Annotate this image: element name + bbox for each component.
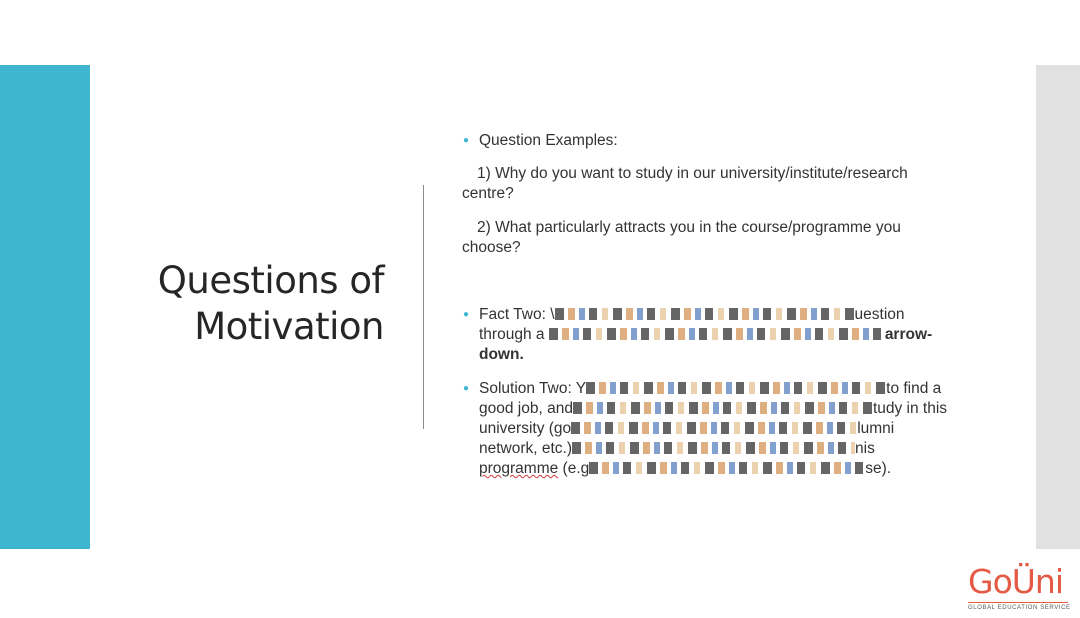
redacted-text bbox=[555, 308, 855, 320]
solution-two-line5-lead: programme bbox=[479, 460, 559, 477]
title-line-1: Questions of bbox=[157, 259, 384, 302]
accent-band-left bbox=[0, 65, 90, 549]
logo-tagline: GLOBAL EDUCATION SERVICE bbox=[968, 602, 1068, 611]
question-1-line-1: 1) Why do you want to study in our university/institute/research bbox=[477, 165, 908, 182]
question-1 bbox=[462, 164, 982, 204]
bullet-dot-icon: ● bbox=[463, 135, 470, 146]
fact-two-line2-lead: through a bbox=[479, 326, 545, 343]
logo-wordmark: GoÜni bbox=[968, 562, 1063, 601]
solution-two-line3-tail: lumni bbox=[857, 420, 895, 437]
question-2-line-2: choose? bbox=[462, 239, 521, 256]
vertical-divider bbox=[423, 185, 424, 429]
solution-two-line2-tail: tudy in this bbox=[872, 400, 948, 417]
title-line-2: Motivation bbox=[194, 305, 384, 348]
gouni-logo bbox=[968, 562, 1071, 611]
solution-two-line3-lead: university (go bbox=[479, 420, 572, 437]
solution-two-line4-tail: nis bbox=[855, 440, 875, 457]
slide-title bbox=[84, 258, 384, 350]
fact-two-lead: Fact Two: \ bbox=[479, 306, 555, 323]
question-1-line-2: centre? bbox=[462, 185, 514, 202]
bullet-question-examples bbox=[462, 131, 982, 151]
redacted-text bbox=[589, 462, 865, 474]
redacted-text bbox=[549, 328, 885, 340]
solution-two-tail: to find a bbox=[886, 380, 942, 397]
side-panel-right bbox=[1036, 65, 1080, 549]
fact-two-tail: uestion bbox=[854, 306, 905, 323]
bullet-fact-two bbox=[462, 305, 982, 365]
question-2-line-1: 2) What particularly attracts you in the course/programme you bbox=[477, 219, 901, 236]
fact-two-line2-tail: arrow- bbox=[884, 326, 933, 343]
bullet-dot-icon: ● bbox=[463, 309, 470, 320]
solution-two-line4-lead: network, etc.) bbox=[479, 440, 573, 457]
redacted-text bbox=[573, 402, 873, 414]
fact-two-line3: down. bbox=[479, 346, 524, 363]
redacted-text bbox=[571, 422, 857, 434]
bullet-solution-two bbox=[462, 379, 982, 479]
bullet-dot-icon: ● bbox=[463, 383, 470, 394]
solution-two-lead: Solution Two: Y bbox=[479, 380, 587, 397]
solution-two-line2-lead: good job, and bbox=[479, 400, 573, 417]
redacted-text bbox=[586, 382, 886, 394]
slide-content bbox=[462, 131, 982, 479]
solution-two-line5-mid: (e.g bbox=[558, 460, 590, 477]
question-2 bbox=[462, 218, 982, 258]
bullet-label: Question Examples: bbox=[479, 132, 618, 149]
redacted-text bbox=[572, 442, 855, 454]
solution-two-line5-tail: se). bbox=[865, 460, 892, 477]
